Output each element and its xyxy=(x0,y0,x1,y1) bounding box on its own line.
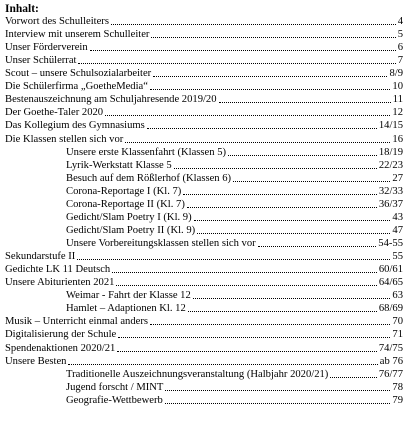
toc-entry-title: Sekundarstufe II xyxy=(5,251,76,263)
toc-dot-leader xyxy=(153,76,387,77)
toc-entry-page: 4 xyxy=(397,16,403,27)
toc-entry xyxy=(66,237,403,250)
toc-dot-leader xyxy=(258,246,377,247)
toc-entry-page: 36/37 xyxy=(378,198,403,210)
toc-entry-page: 8/9 xyxy=(389,68,403,80)
toc-entry-title: Weimar - Fahrt der Klasse 12 xyxy=(66,290,191,302)
toc-entry xyxy=(5,328,403,341)
toc-entry xyxy=(5,250,403,263)
toc-entry xyxy=(5,106,403,119)
toc-entry xyxy=(66,146,403,159)
toc-dot-leader xyxy=(90,50,396,51)
toc-dot-leader xyxy=(111,24,396,25)
toc-entry xyxy=(66,211,403,224)
toc-entry-page: 10 xyxy=(392,81,403,93)
toc-entry xyxy=(5,355,403,368)
toc-entry-page: 16 xyxy=(392,133,403,145)
toc-entry-title: Scout – unsere Schulsozialarbeiter xyxy=(5,68,152,80)
toc-dot-leader xyxy=(165,390,390,391)
toc-dot-leader xyxy=(68,364,377,365)
toc-entry xyxy=(66,368,403,381)
toc-entry xyxy=(5,41,403,54)
toc-entry-page: 7 xyxy=(397,55,403,67)
toc-entry-page: 6 xyxy=(397,42,403,54)
toc-entry-title: Traditionelle Auszeichnungsveranstaltung (Halbjahr 2020/21) xyxy=(66,368,329,380)
toc-entry xyxy=(66,394,403,407)
toc-dot-leader xyxy=(228,155,377,156)
toc-entry-title: Musik – Unterricht einmal anders xyxy=(5,316,148,328)
toc-entry-page: 71 xyxy=(392,329,403,341)
toc-entry xyxy=(66,289,403,302)
toc-dot-leader xyxy=(233,181,390,182)
toc-dot-leader xyxy=(330,377,377,378)
toc-dot-leader xyxy=(118,337,390,338)
toc-dot-leader xyxy=(105,115,390,116)
toc-entry-title: Interview mit unserem Schulleiter xyxy=(5,29,150,41)
toc-entry-page: 74/75 xyxy=(378,342,403,354)
toc-entry-page: 76/77 xyxy=(378,368,403,380)
toc-entry-title: Jugend forscht / MINT xyxy=(66,381,164,393)
toc-entry-page: 63 xyxy=(392,290,403,302)
toc-entry-title: Hamlet – Adaptionen Kl. 12 xyxy=(66,303,186,315)
toc-entry xyxy=(66,172,403,185)
toc-dot-leader xyxy=(187,207,377,208)
toc-entry-title: Lyrik-Werkstatt Klasse 5 xyxy=(66,159,172,171)
toc-entry-title: Unsere Besten xyxy=(5,355,67,367)
toc-dot-leader xyxy=(183,194,377,195)
toc-entry-page: 32/33 xyxy=(378,185,403,197)
toc-entry xyxy=(5,119,403,132)
toc-entry-page: 22/23 xyxy=(378,159,403,171)
toc-dot-leader xyxy=(174,168,377,169)
toc-entry-page: 68/69 xyxy=(378,303,403,315)
toc-entry-title: Vorwort des Schulleiters xyxy=(5,16,109,27)
toc-entry-title: Das Kollegium des Gymnasiums xyxy=(5,120,145,132)
toc-entry-title: Unsere Abiturienten 2021 xyxy=(5,277,115,289)
toc-entry-title: Die Klassen stellen sich vor xyxy=(5,133,124,145)
toc-entry-title: Corona-Reportage II (Kl. 7) xyxy=(66,198,185,210)
toc-dot-leader xyxy=(112,272,377,273)
toc-dot-leader xyxy=(188,311,377,312)
toc-entry xyxy=(66,224,403,237)
toc-dot-leader xyxy=(150,89,390,90)
toc-entry-title: Besuch auf dem Rößlerhof (Klassen 6) xyxy=(66,172,232,184)
toc-entry xyxy=(66,198,403,211)
toc-dot-leader xyxy=(197,233,390,234)
toc-dot-leader xyxy=(78,63,395,64)
toc-entry xyxy=(5,93,403,106)
toc-entry-title: Corona-Reportage I (Kl. 7) xyxy=(66,185,182,197)
toc-dot-leader xyxy=(151,37,395,38)
toc-dot-leader xyxy=(150,324,390,325)
toc-entry-title: Unser Förderverein xyxy=(5,42,88,54)
toc-dot-leader xyxy=(77,259,390,260)
toc-entry xyxy=(5,133,403,146)
toc-entry-title: Unsere erste Klassenfahrt (Klassen 5) xyxy=(66,146,227,158)
toc-entry xyxy=(5,67,403,80)
toc-entry-page: 79 xyxy=(392,394,403,406)
toc-dot-leader xyxy=(147,128,377,129)
toc-entry-page: 43 xyxy=(392,211,403,223)
toc-dot-leader xyxy=(117,351,377,352)
toc-dot-leader xyxy=(125,142,390,143)
toc-dot-leader xyxy=(165,403,391,404)
toc-entry xyxy=(5,80,403,93)
toc-entry-page: 70 xyxy=(392,316,403,328)
toc-entry-title: Gedicht/Slam Poetry II (Kl. 9) xyxy=(66,224,196,236)
toc-entry xyxy=(5,54,403,67)
toc-entry xyxy=(66,381,403,394)
toc-entry xyxy=(5,342,403,355)
toc-entry-title: Gedicht/Slam Poetry I (Kl. 9) xyxy=(66,211,192,223)
toc-entry-page: ab 76 xyxy=(379,355,403,367)
toc-dot-leader xyxy=(194,220,391,221)
toc-entry xyxy=(5,315,403,328)
toc-entry xyxy=(66,159,403,172)
toc-entry-page: 11 xyxy=(392,94,403,106)
toc-entry-title: Bestenauszeichnung am Schuljahresende 2019/20 xyxy=(5,94,217,106)
toc-entry-title: Geografie-Wettbewerb xyxy=(66,394,163,406)
toc-entry-title: Die Schülerfirma „GoetheMedia“ xyxy=(5,81,148,93)
toc-entry-page: 14/15 xyxy=(378,120,403,132)
toc-entry-page: 18/19 xyxy=(378,146,403,158)
toc-entry-title: Digitalisierung der Schule xyxy=(5,329,117,341)
toc-entry xyxy=(5,263,403,276)
toc-dot-leader xyxy=(219,102,391,103)
toc-entry-page: 12 xyxy=(392,107,403,119)
toc-entry-page: 60/61 xyxy=(378,264,403,276)
toc-entry xyxy=(66,185,403,198)
toc-entry-title: Spendenaktionen 2020/21 xyxy=(5,342,116,354)
toc-entry-title: Unser Schülerrat xyxy=(5,55,77,67)
toc-entry-page: 47 xyxy=(392,224,403,236)
toc-entry-page: 27 xyxy=(392,172,403,184)
toc-entry-title: Unsere Vorbereitungsklassen stellen sich vor xyxy=(66,238,256,250)
toc-entry xyxy=(5,28,403,41)
toc-entry-page: 54-55 xyxy=(378,238,403,250)
toc-entry-page: 5 xyxy=(397,29,403,41)
toc-entry-page: 55 xyxy=(392,251,403,263)
toc-entry-title: Der Goethe-Taler 2020 xyxy=(5,107,104,119)
toc-entry-title: Gedichte LK 11 Deutsch xyxy=(5,264,111,276)
toc-heading: Inhalt: xyxy=(5,3,39,15)
toc-entry-page: 78 xyxy=(392,381,403,393)
toc-entry-page: 64/65 xyxy=(378,277,403,289)
toc-dot-leader xyxy=(116,285,376,286)
toc-entry xyxy=(5,15,403,28)
toc-entry xyxy=(5,276,403,289)
toc-entry xyxy=(66,302,403,315)
toc-dot-leader xyxy=(193,298,391,299)
